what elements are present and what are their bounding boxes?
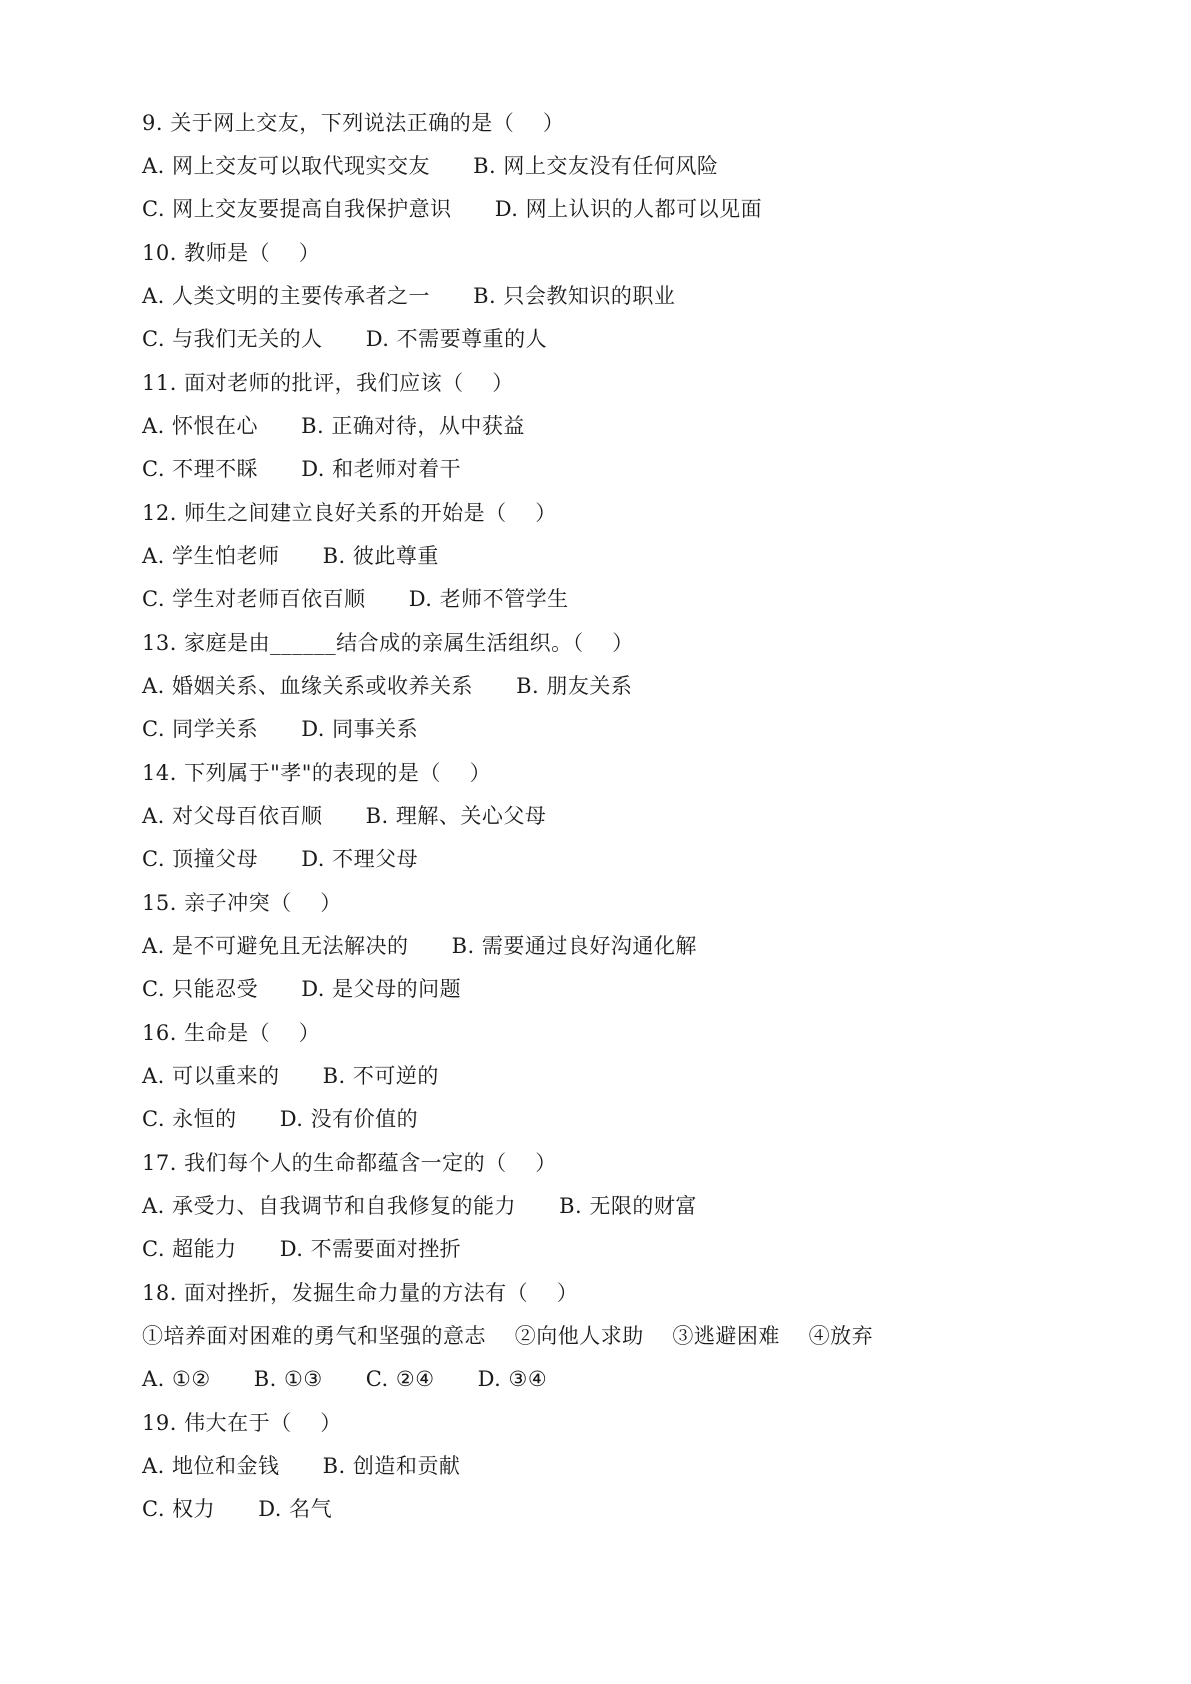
- option-row: A. 地位和金钱 B. 创造和贡献: [142, 1454, 461, 1478]
- question-stem: 17. 我们每个人的生命都蕴含一定的（ ）: [142, 1151, 557, 1175]
- option-row: C. 顶撞父母 D. 不理父母: [142, 847, 419, 871]
- question-stem: 11. 面对老师的批评，我们应该（ ）: [142, 371, 514, 395]
- option-row: A. 网上交友可以取代现实交友 B. 网上交友没有任何风险: [142, 154, 719, 178]
- option-row: C. 学生对老师百依百顺 D. 老师不管学生: [142, 587, 569, 611]
- option-row: A. 怀恨在心 B. 正确对待，从中获益: [142, 414, 525, 438]
- question-stem: 12. 师生之间建立良好关系的开始是（ ）: [142, 501, 557, 525]
- option-row: C. 不理不睬 D. 和老师对着干: [142, 457, 462, 481]
- option-row: C. 同学关系 D. 同事关系: [142, 717, 419, 741]
- question-13: [142, 628, 1122, 744]
- question-11: [142, 368, 1122, 484]
- option-row: A. 学生怕老师 B. 彼此尊重: [142, 544, 439, 568]
- option-row: C. 网上交友要提高自我保护意识 D. 网上认识的人都可以见面: [142, 197, 763, 221]
- option-row: A. 可以重来的 B. 不可逆的: [142, 1064, 439, 1088]
- option-row: C. 与我们无关的人 D. 不需要尊重的人: [142, 327, 548, 351]
- question-stem: 18. 面对挫折，发掘生命力量的方法有（ ）: [142, 1281, 579, 1305]
- option-row: A. 婚姻关系、血缘关系或收养关系 B. 朋友关系: [142, 674, 633, 698]
- option-row: C. 只能忍受 D. 是父母的问题: [142, 977, 462, 1001]
- option-row: C. 权力 D. 名气: [142, 1497, 333, 1521]
- question-18: [142, 1278, 1122, 1394]
- question-stem: 16. 生命是（ ）: [142, 1021, 321, 1045]
- option-row: A. 是不可避免且无法解决的 B. 需要通过良好沟通化解: [142, 934, 697, 958]
- question-stem: 10. 教师是（ ）: [142, 241, 321, 265]
- question-stem: 15. 亲子冲突（ ）: [142, 891, 342, 915]
- question-16: [142, 1018, 1122, 1134]
- question-14: [142, 758, 1122, 874]
- question-19: [142, 1408, 1122, 1524]
- option-row: A. ①② B. ①③ C. ②④ D. ③④: [142, 1367, 548, 1391]
- exam-page: [142, 108, 1122, 1524]
- question-9: [142, 108, 1122, 224]
- question-15: [142, 888, 1122, 1004]
- question-stem: 9. 关于网上交友，下列说法正确的是（ ）: [142, 111, 565, 135]
- question-stem: 13. 家庭是由______结合成的亲属生活组织。（ ）: [142, 631, 634, 655]
- statement-list: ①培养面对困难的勇气和坚强的意志 ②向他人求助 ③逃避困难 ④放弃: [142, 1324, 874, 1348]
- question-stem: 14. 下列属于"孝"的表现的是（ ）: [142, 761, 492, 785]
- option-row: A. 对父母百依百顺 B. 理解、关心父母: [142, 804, 547, 828]
- option-row: A. 人类文明的主要传承者之一 B. 只会教知识的职业: [142, 284, 676, 308]
- question-10: [142, 238, 1122, 354]
- option-row: C. 超能力 D. 不需要面对挫折: [142, 1237, 462, 1261]
- question-stem: 19. 伟大在于（ ）: [142, 1411, 342, 1435]
- question-12: [142, 498, 1122, 614]
- question-17: [142, 1148, 1122, 1264]
- option-row: C. 永恒的 D. 没有价值的: [142, 1107, 419, 1131]
- option-row: A. 承受力、自我调节和自我修复的能力 B. 无限的财富: [142, 1194, 697, 1218]
